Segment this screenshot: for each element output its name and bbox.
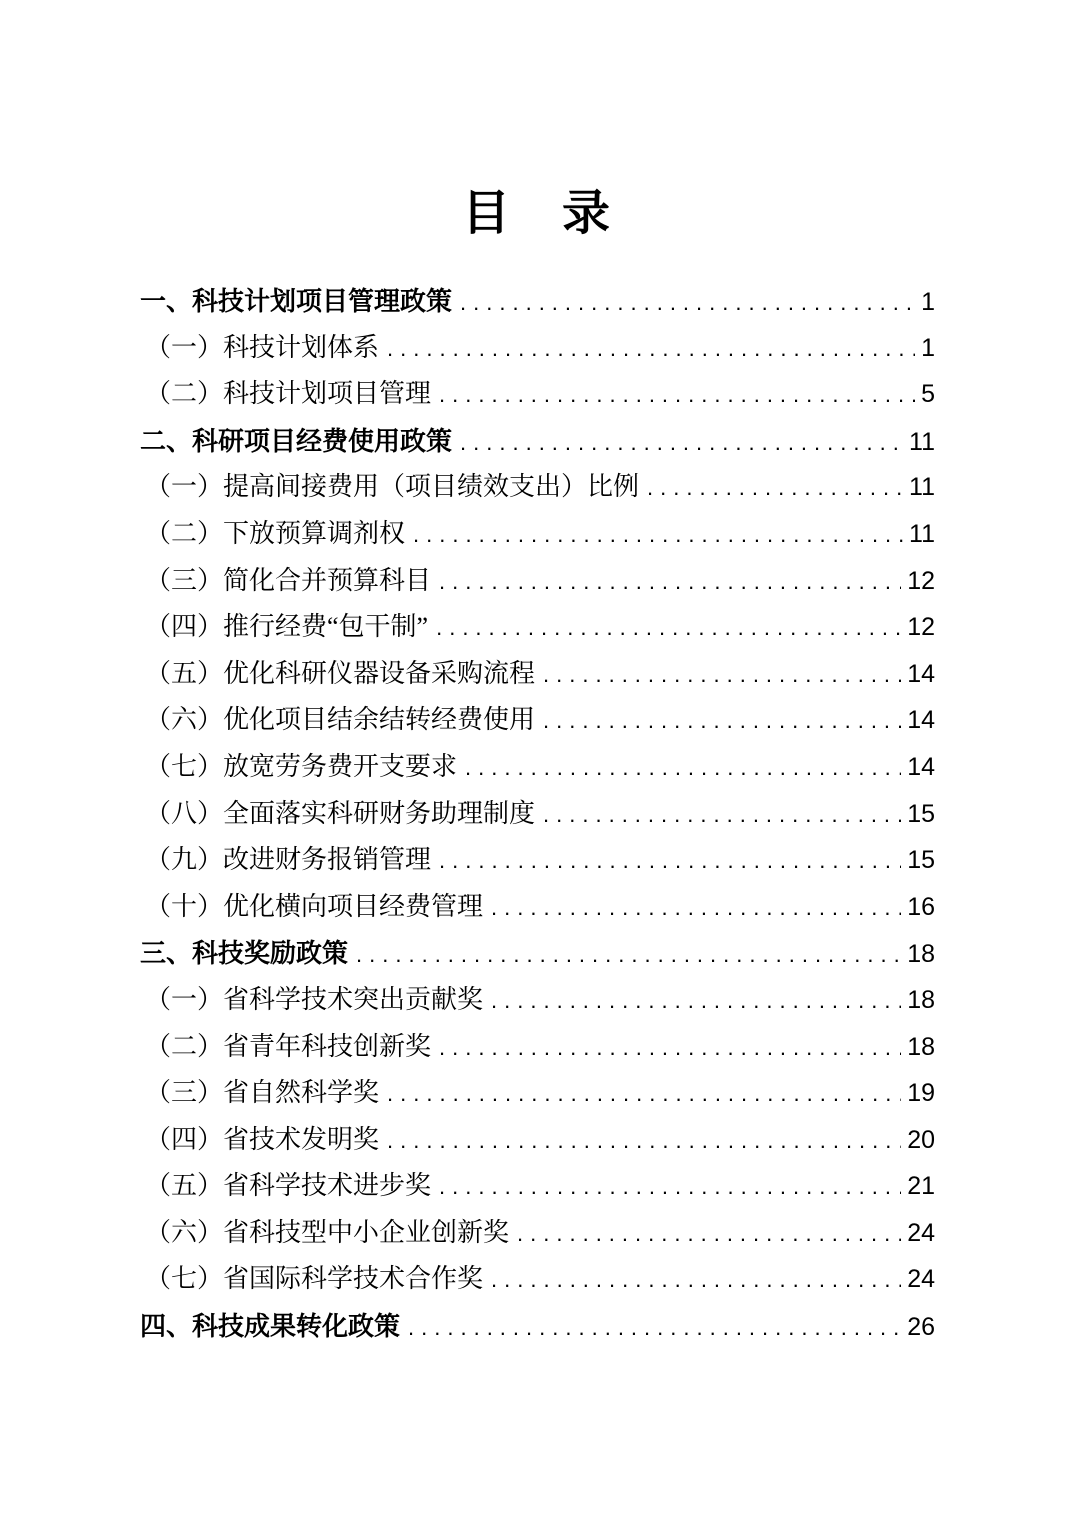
dot-leader (387, 1118, 901, 1165)
dot-leader (439, 559, 901, 606)
toc-page-number: 11 (909, 519, 935, 548)
toc-entry-label: （二）下放预算调剂权 (145, 518, 406, 548)
toc-entry (140, 558, 935, 605)
toc-entry (140, 418, 935, 465)
toc-entry (140, 1070, 935, 1117)
toc-entry (140, 1024, 935, 1071)
dot-leader (543, 792, 901, 839)
toc-entry (140, 697, 935, 744)
toc-page-number: 19 (907, 1079, 935, 1108)
dot-leader (460, 280, 915, 327)
dot-leader (356, 932, 901, 979)
toc-page-number: 26 (907, 1313, 935, 1342)
dot-leader (491, 885, 901, 932)
dot-leader (517, 1211, 901, 1258)
toc-page-number: 11 (909, 427, 935, 456)
toc-entry (140, 651, 935, 698)
dot-leader (439, 1164, 901, 1211)
toc-entry-label: 一、科技计划项目管理政策 (140, 286, 453, 316)
toc-page-number: 21 (907, 1172, 935, 1201)
toc-entry (140, 1256, 935, 1303)
toc-entry (140, 1210, 935, 1257)
toc-page-number: 18 (907, 1032, 935, 1061)
toc-entry-label: 二、科研项目经费使用政策 (140, 425, 453, 456)
toc-page-number: 1 (921, 288, 935, 316)
toc-page-number: 18 (907, 985, 935, 1014)
toc-page-number: 24 (907, 1265, 935, 1294)
toc-entry-label: （三）省自然科学奖 (145, 1078, 380, 1108)
toc-page-number: 11 (909, 473, 935, 502)
dot-leader (439, 838, 901, 885)
toc-entry (140, 930, 935, 977)
dot-leader (439, 372, 915, 419)
toc-entry (140, 837, 935, 884)
toc-entry (140, 1303, 935, 1350)
toc-entry-label: （十）优化横向项目经费管理 (145, 891, 484, 921)
toc-entry-label: （一）省科学技术突出贡献奖 (145, 984, 484, 1014)
dot-leader (439, 1025, 901, 1072)
dot-leader (436, 605, 901, 652)
toc-page-number: 24 (907, 1218, 935, 1247)
toc-entry-label: （六）优化项目结余结转经费使用 (145, 705, 536, 735)
toc-entry-label: （四）推行经费“包干制” (145, 612, 429, 642)
dot-leader (543, 652, 901, 699)
toc-entry-label: （六）省科技型中小企业创新奖 (145, 1217, 510, 1247)
dot-leader (413, 512, 903, 559)
toc-entry-label: （八）全面落实科研财务助理制度 (145, 798, 536, 828)
toc-entry-label: （五）优化科研仪器设备采购流程 (145, 658, 536, 688)
toc-page-number: 12 (907, 613, 935, 642)
dot-leader (387, 1071, 901, 1118)
toc-entry-label: （三）简化合并预算科目 (145, 565, 432, 595)
toc-page-number: 15 (907, 799, 935, 828)
toc-entry (140, 977, 935, 1024)
toc-page-number: 14 (907, 659, 935, 688)
toc-entry-label: （一）科技计划体系 (145, 332, 380, 362)
toc-entry-label: （一）提高间接费用（项目绩效支出）比例 (145, 472, 640, 502)
toc-entry-label: （七）放宽劳务费开支要求 (145, 751, 458, 781)
toc-entry (140, 464, 935, 511)
dot-leader (491, 1257, 901, 1304)
toc-page-number: 14 (907, 752, 935, 781)
dot-leader (647, 465, 903, 512)
toc-page-number: 15 (907, 846, 935, 875)
toc-entry-label: （五）省科学技术进步奖 (145, 1171, 432, 1201)
toc-entry (140, 371, 935, 418)
toc-page-number: 20 (907, 1125, 935, 1154)
toc-entry-label: 四、科技成果转化政策 (140, 1311, 401, 1342)
toc-entry-label: （二）省青年科技创新奖 (145, 1031, 432, 1061)
dot-leader (465, 745, 901, 792)
toc-entry-label: （四）省技术发明奖 (145, 1124, 380, 1154)
toc-entry (140, 884, 935, 931)
dot-leader (543, 698, 901, 745)
toc-entry-label: （七）省国际科学技术合作奖 (145, 1264, 484, 1294)
dot-leader (387, 326, 915, 373)
table-of-contents (140, 278, 935, 1350)
toc-page-number: 14 (907, 706, 935, 735)
toc-page-number: 1 (921, 333, 935, 362)
toc-page-number: 5 (921, 380, 935, 409)
dot-leader (408, 1305, 901, 1352)
toc-entry-label: （二）科技计划项目管理 (145, 379, 432, 409)
toc-entry (140, 325, 935, 372)
toc-entry (140, 744, 935, 791)
dot-leader (460, 420, 903, 467)
toc-entry (140, 791, 935, 838)
page-title: 目 录 (461, 187, 612, 240)
toc-entry-label: （九）改进财务报销管理 (145, 845, 432, 875)
toc-entry (140, 1117, 935, 1164)
toc-entry-label: 三、科技奖励政策 (140, 938, 349, 969)
toc-page-number: 18 (907, 940, 935, 969)
dot-leader (491, 978, 901, 1025)
toc-entry (140, 511, 935, 558)
toc-page-number: 12 (907, 566, 935, 595)
toc-entry (140, 1163, 935, 1210)
toc-entry (140, 604, 935, 651)
toc-entry (140, 278, 935, 325)
toc-page-number: 16 (907, 892, 935, 921)
